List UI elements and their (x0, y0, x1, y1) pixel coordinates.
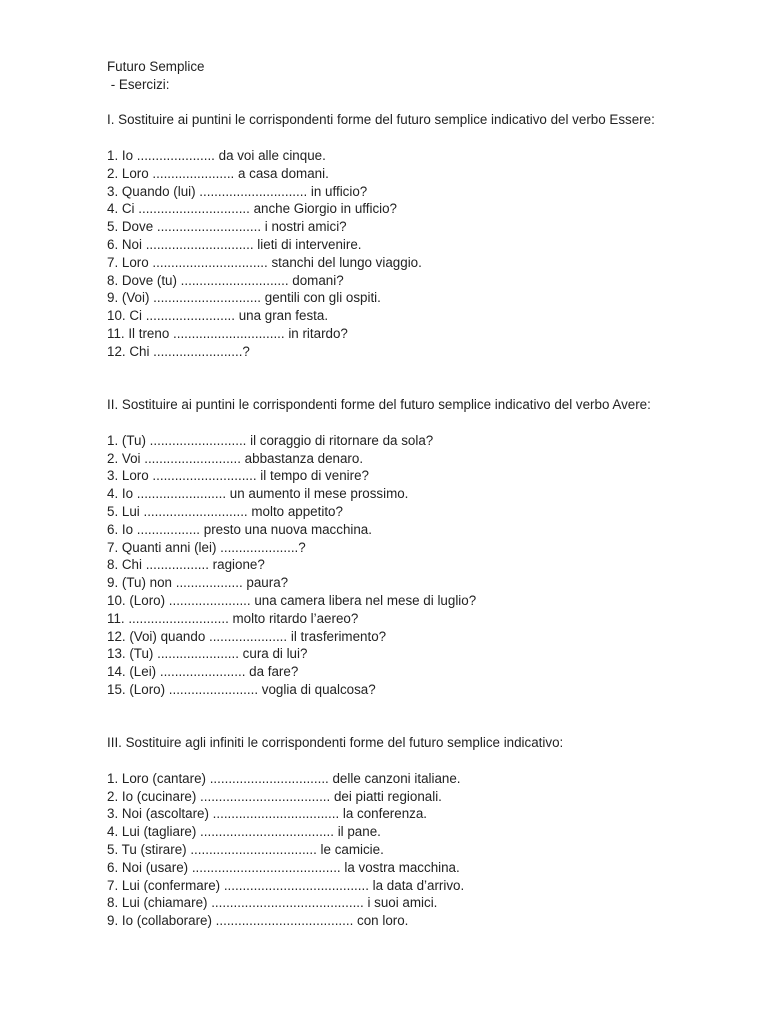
exercise-item: 2. Io (cucinare) ................................... dei piatti regionali. (107, 788, 442, 804)
section-instruction: III. Sostituire agli infiniti le corrispondenti forme del futuro semplice indicativo: (107, 735, 564, 751)
exercise-item: 4. Lui (tagliare) .................................... il pane. (107, 824, 381, 840)
exercise-item: 14. (Lei) ....................... da fare? (107, 664, 299, 680)
exercise-item: 13. (Tu) ...................... cura di lui? (107, 646, 308, 662)
exercise-item: 3. Noi (ascoltare) .................................. la conferenza. (107, 806, 428, 822)
exercise-item: 8. Lui (chiamare) ......................................... i suoi amici. (107, 895, 438, 911)
exercise-list (107, 147, 707, 361)
document-subtitle: - Esercizi: (107, 76, 170, 92)
exercise-item: 9. (Tu) non .................. paura? (107, 575, 289, 591)
exercise-section-3 (107, 734, 707, 930)
exercise-item: 8. Chi ................. ragione? (107, 557, 265, 573)
document-title: Futuro Semplice (107, 59, 205, 74)
exercise-section-2 (107, 396, 707, 699)
document-header (107, 58, 707, 94)
exercise-item: 6. Io ................. presto una nuova macchina. (107, 521, 372, 537)
exercise-item: 6. Noi (usare) ........................................ la vostra macchina. (107, 859, 460, 875)
section-instruction: II. Sostituire ai puntini le corrispondenti forme del futuro semplice indicativo del verbo Avere: (107, 397, 651, 413)
document-page (107, 58, 707, 930)
exercise-item: 11. ........................... molto ritardo l’aereo? (107, 610, 359, 626)
spacer (107, 361, 707, 397)
spacer (107, 414, 707, 432)
exercise-item: 15. (Loro) ........................ voglia di qualcosa? (107, 681, 376, 697)
spacer (107, 129, 707, 147)
exercise-item: 1. (Tu) .......................... il coraggio di ritornare da sola? (107, 432, 434, 448)
exercise-item: 5. Lui ............................ molto appetito? (107, 503, 343, 519)
spacer (107, 752, 707, 770)
section-instruction: I. Sostituire ai puntini le corrispondenti forme del futuro semplice indicativo del verbo Essere: (107, 112, 655, 128)
exercise-item: 12. (Voi) quando ..................... il trasferimento? (107, 628, 387, 644)
exercise-item: 9. Io (collaborare) ..................................... con loro. (107, 913, 409, 929)
exercise-item: 5. Dove ............................ i nostri amici? (107, 219, 347, 235)
exercise-item: 5. Tu (stirare) .................................. le camicie. (107, 842, 384, 858)
spacer (107, 94, 707, 112)
exercise-section-1 (107, 111, 707, 360)
exercise-item: 4. Io ........................ un aumento il mese prossimo. (107, 486, 409, 502)
exercise-item: 10. (Loro) ...................... una camera libera nel mese di luglio? (107, 592, 477, 608)
exercise-list (107, 770, 707, 930)
exercise-item: 7. Quanti anni (lei) .....................? (107, 539, 306, 555)
exercise-item: 6. Noi ............................. lieti di intervenire. (107, 236, 362, 252)
exercise-item: 3. Quando (lui) ............................. in ufficio? (107, 183, 368, 199)
exercise-item: 2. Voi .......................... abbastanza denaro. (107, 450, 364, 466)
exercise-item: 7. Loro ............................... stanchi del lungo viaggio. (107, 254, 422, 270)
spacer (107, 699, 707, 735)
exercise-item: 8. Dove (tu) ............................. domani? (107, 272, 344, 288)
exercise-item: 1. Loro (cantare) ................................ delle canzoni italiane. (107, 770, 461, 786)
exercise-list (107, 432, 707, 699)
exercise-item: 2. Loro ...................... a casa domani. (107, 165, 329, 181)
exercise-item: 10. Ci ........................ una gran festa. (107, 308, 329, 324)
exercise-item: 7. Lui (confermare) ....................................... la data d’arrivo. (107, 877, 465, 893)
exercise-item: 4. Ci .............................. anche Giorgio in ufficio? (107, 201, 398, 217)
exercise-item: 3. Loro ............................ il tempo di venire? (107, 468, 369, 484)
exercise-item: 12. Chi ........................? (107, 343, 250, 359)
exercise-item: 1. Io ..................... da voi alle cinque. (107, 147, 326, 163)
exercise-item: 9. (Voi) ............................. gentili con gli ospiti. (107, 290, 381, 306)
exercise-item: 11. Il treno .............................. in ritardo? (107, 325, 348, 341)
